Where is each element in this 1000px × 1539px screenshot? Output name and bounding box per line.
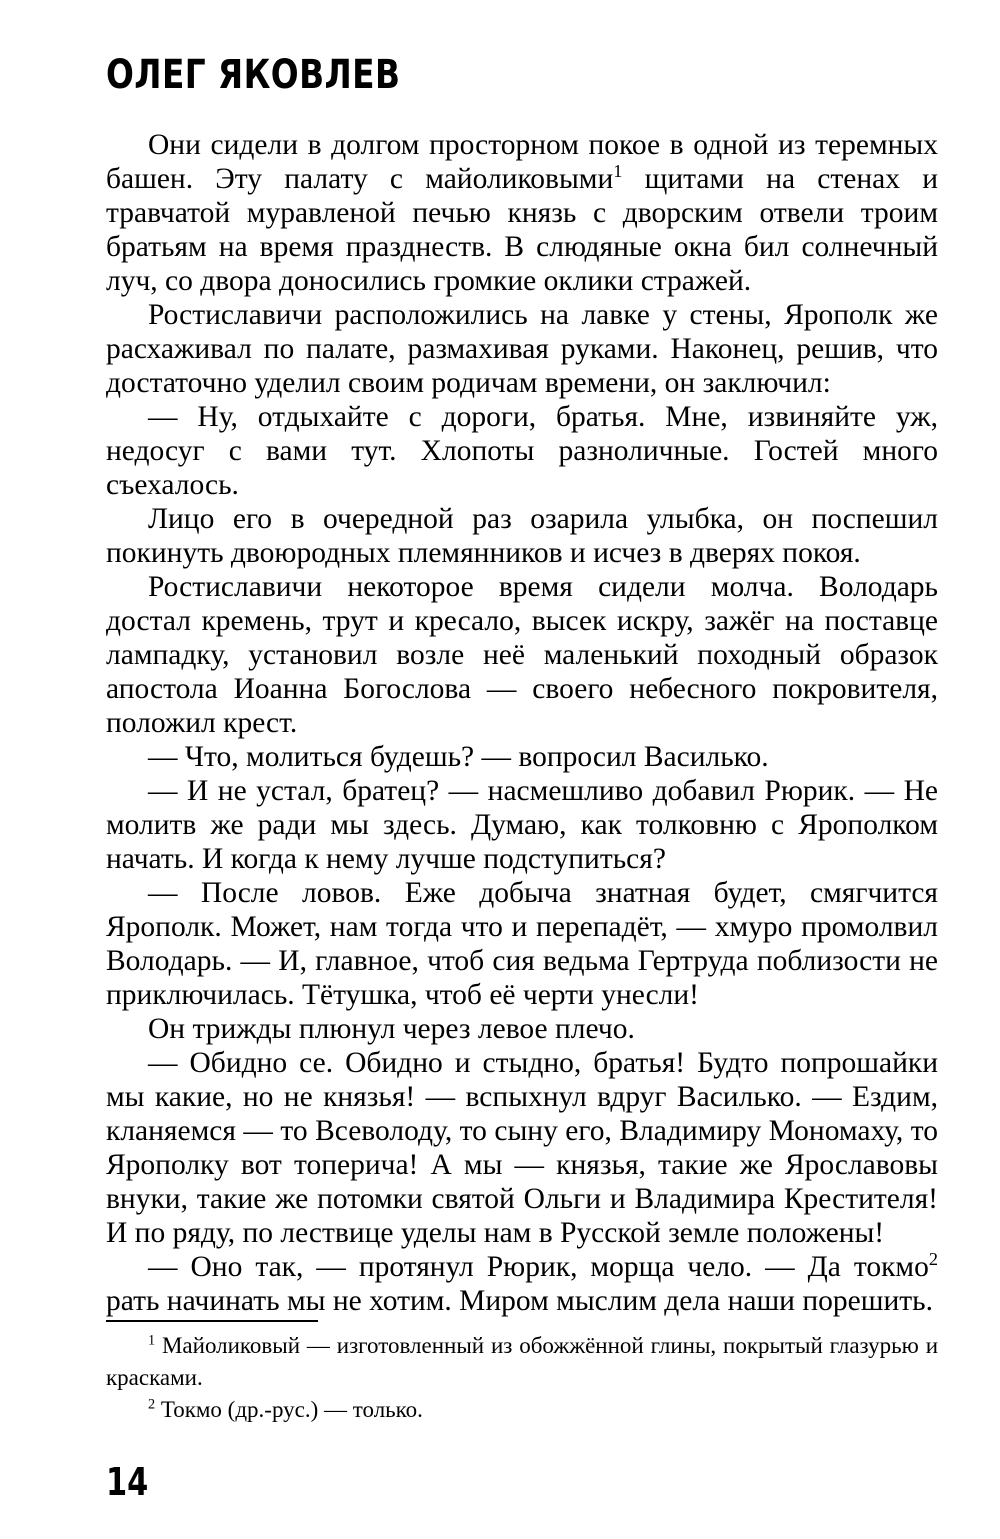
paragraph-1: Они сидели в долгом просторном покое в одной из теремных башен. Эту палату с майоликовыми$^1$ щитами на стенах и травчатой муравленой печью князь с дворским отвели троим братьям на время празднеств. В слюдяные окна бил солнечный луч, со двора доносились громкие оклики стражей.: [106, 129, 938, 297]
footnote-divider: [106, 1320, 318, 1322]
footnote-ref-1: 1: [613, 161, 623, 182]
footnote-marker-2: 2: [148, 1396, 156, 1413]
paragraph-11: — Оно так, — протянул Рюрик, морща чело. — Да токмо$^2$ рать начинать мы не хотим. Миром мыслим дела наши порешить.: [106, 1249, 938, 1317]
paragraph-2: Ростиславичи расположились на лавке у стены, Ярополк же расхаживал по палате, размахивая руками. Наконец, решив, что достаточно уделил своим родичам времени, он заключил:: [106, 299, 938, 399]
footnote-ref-2: 2: [928, 1249, 938, 1270]
footnotes: [106, 1330, 938, 1426]
paragraph-3: — Ну, отдыхайте с дороги, братья. Мне, извиняйте уж, недосуг с вами тут. Хлопоты разноличные. Гостей много съехалось.: [106, 401, 938, 501]
paragraph-5: Ростиславичи некоторое время сидели молча. Володарь достал кремень, трут и кресало, высек искру, зажёг на поставце лампадку, установил возле неё маленький походный образок апостола Иоанна Богослова — своего небесного покровителя, положил крест.: [106, 571, 938, 739]
paragraph-6: — Что, молиться будешь? — вопросил Василько.: [148, 741, 769, 773]
footnote-marker-1: 1: [148, 1332, 156, 1349]
main-text: [106, 128, 938, 1318]
page-number: 14: [106, 1460, 149, 1504]
paragraph-7: — И не устал, братец? — насмешливо добавил Рюрик. — Не молитв же ради мы здесь. Думаю, как толковню с Ярополком начать. И когда к нему лучше подступиться?: [106, 775, 938, 875]
footnote-2: $^2$ Токмо (др.-рус.) — только.: [148, 1396, 423, 1422]
paragraph-9: Он трижды плюнул через левое плечо.: [148, 1013, 635, 1045]
paragraph-8: — После ловов. Еже добыча знатная будет, смягчится Ярополк. Может, нам тогда что и перепадёт, — хмуро промолвил Володарь. — И, главное, чтоб сия ведьма Гертруда поблизости не приключилась. Тётушка, чтоб её черти унесли!: [106, 877, 938, 1011]
running-title: ОЛЕГ ЯКОВЛЕВ: [106, 52, 401, 98]
paragraph-10: — Обидно се. Обидно и стыдно, братья! Будто попрошайки мы какие, но не князья! — вспыхнул вдруг Василько. — Ездим, кланяемся — то Всеволоду, то сыну его, Владимиру Мономаху, то Ярополку вот топерича! А мы — князья, такие же Ярославовы внуки, такие же потомки святой Ольги и Владимира Крестителя! И по ряду, по лествице уделы нам в Русской земле положены!: [106, 1047, 938, 1249]
paragraph-4: Лицо его в очередной раз озарила улыбка, он поспешил покинуть двоюродных племянников и исчез в дверях покоя.: [106, 503, 938, 569]
footnote-1: $^1$ Майоликовый — изготовленный из обожжённой глины, покрытый глазурью и красками.: [106, 1332, 938, 1390]
